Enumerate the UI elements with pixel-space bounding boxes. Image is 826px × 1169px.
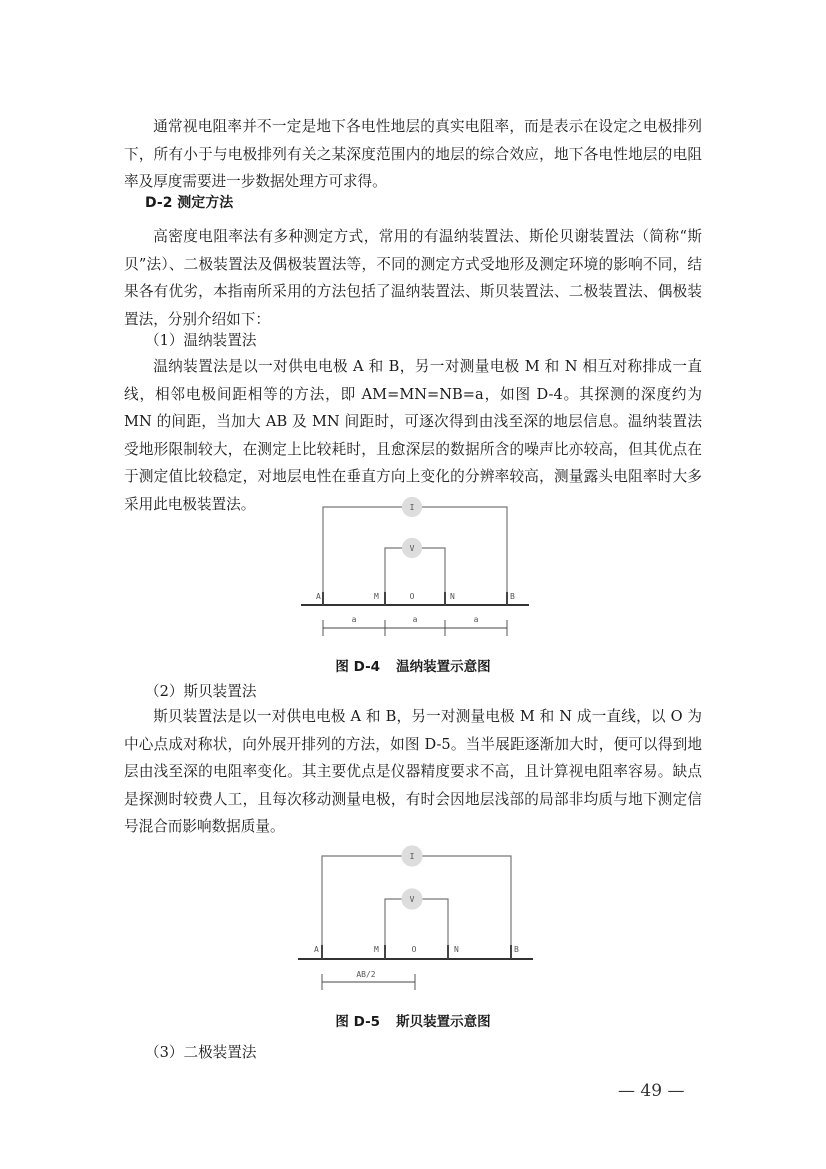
voltmeter-label: V (409, 895, 415, 904)
voltmeter-label: V (409, 544, 415, 553)
subheading-pole-pole: （3）二极装置法 (145, 1044, 257, 1061)
electrode-m-label: M (374, 945, 379, 954)
paragraph-methods-intro: 高密度电阻率法有多种测定方式，常用的有温纳装置法、斯伦贝谢装置法（简称“斯贝”法）、二极装置法及偶极装置法等，不同的测定方式受地形及测定环境的影响不同，结果各有优劣，本指南所采用的方法包括了温纳装置法、斯贝装置法、二极装置法、偶极装置法，分别介绍如下： (124, 228, 702, 328)
electrode-m-label: M (374, 592, 379, 601)
subheading-schlumberger: （2）斯贝装置法 (145, 683, 257, 700)
spacing-label: a (351, 615, 357, 624)
ammeter-label: I (409, 852, 415, 861)
paragraph-apparent-resistivity: 通常视电阻率并不一定是地下各电性地层的真实电阻率，而是表示在设定之电极排列下，所有小于与电极排列有关之某深度范围内的地层的综合效应，地下各电性地层的电阻率及厚度需要进一步数据处理方可求得。 (124, 118, 702, 191)
figure-d5-diagram (298, 846, 533, 990)
paragraph-schlumberger: 斯贝装置法是以一对供电电极 A 和 B，另一对测量电极 M 和 N 成一直线，以 O 为中心点成对称状，向外展开排列的方法，如图 D-5。当半展距逐渐加大时，便可以得到地层由浅至深的电阻率变化。其主要优点是仪器精度要求不高，且计算视电阻率容易。缺点是探测时较费人工，且每次移动测量电极，有时会因地层浅部的局部非均质与地下测定信号混合而影响数据质量。 (124, 708, 702, 836)
figure-d4-caption (0, 655, 826, 675)
spacing-label: a (412, 615, 418, 624)
page-number: — 49 — (618, 1081, 685, 1101)
subheading-wenner: （1）温纳装置法 (145, 332, 257, 349)
ammeter-label: I (409, 503, 415, 512)
figure-number: 图 D-5 (335, 1014, 381, 1030)
electrode-b-label: B (514, 945, 519, 954)
electrode-n-label: N (450, 592, 455, 601)
electrode-n-label: N (454, 945, 459, 954)
center-o-label: O (411, 945, 417, 954)
electrode-a-label: A (314, 945, 319, 954)
electrode-a-label: A (316, 592, 321, 601)
spacing-label: a (473, 615, 479, 624)
figure-title: 温纳装置示意图 (396, 659, 491, 675)
figure-number: 图 D-4 (335, 659, 381, 675)
half-spacing-label: AB/2 (356, 970, 376, 979)
center-o-label: O (409, 592, 415, 601)
electrode-b-label: B (510, 592, 515, 601)
section-heading: D-2 测定方法 (145, 195, 234, 211)
figure-d5-caption (0, 1010, 826, 1030)
paragraph-wenner: 温纳装置法是以一对供电电极 A 和 B，另一对测量电极 M 和 N 相互对称排成一直线，相邻电极间距相等的方法，即 AM=MN=NB=a，如图 D-4。其探测的深度约为 MN 的间距，当加大 AB 及 MN 间距时，可逐次得到由浅至深的地层信息。温纳装置法受地形限制较大，在测定上比较耗时，且愈深层的数据所含的噪声比亦较高，但其优点在于测定值比较稳定，对地层电性在垂直方向上变化的分辨率较高，测量露头电阻率时大多采用此电极装置法。 (124, 358, 702, 513)
figure-title: 斯贝装置示意图 (396, 1014, 491, 1030)
electrodes (322, 945, 511, 959)
electrodes (323, 592, 507, 605)
